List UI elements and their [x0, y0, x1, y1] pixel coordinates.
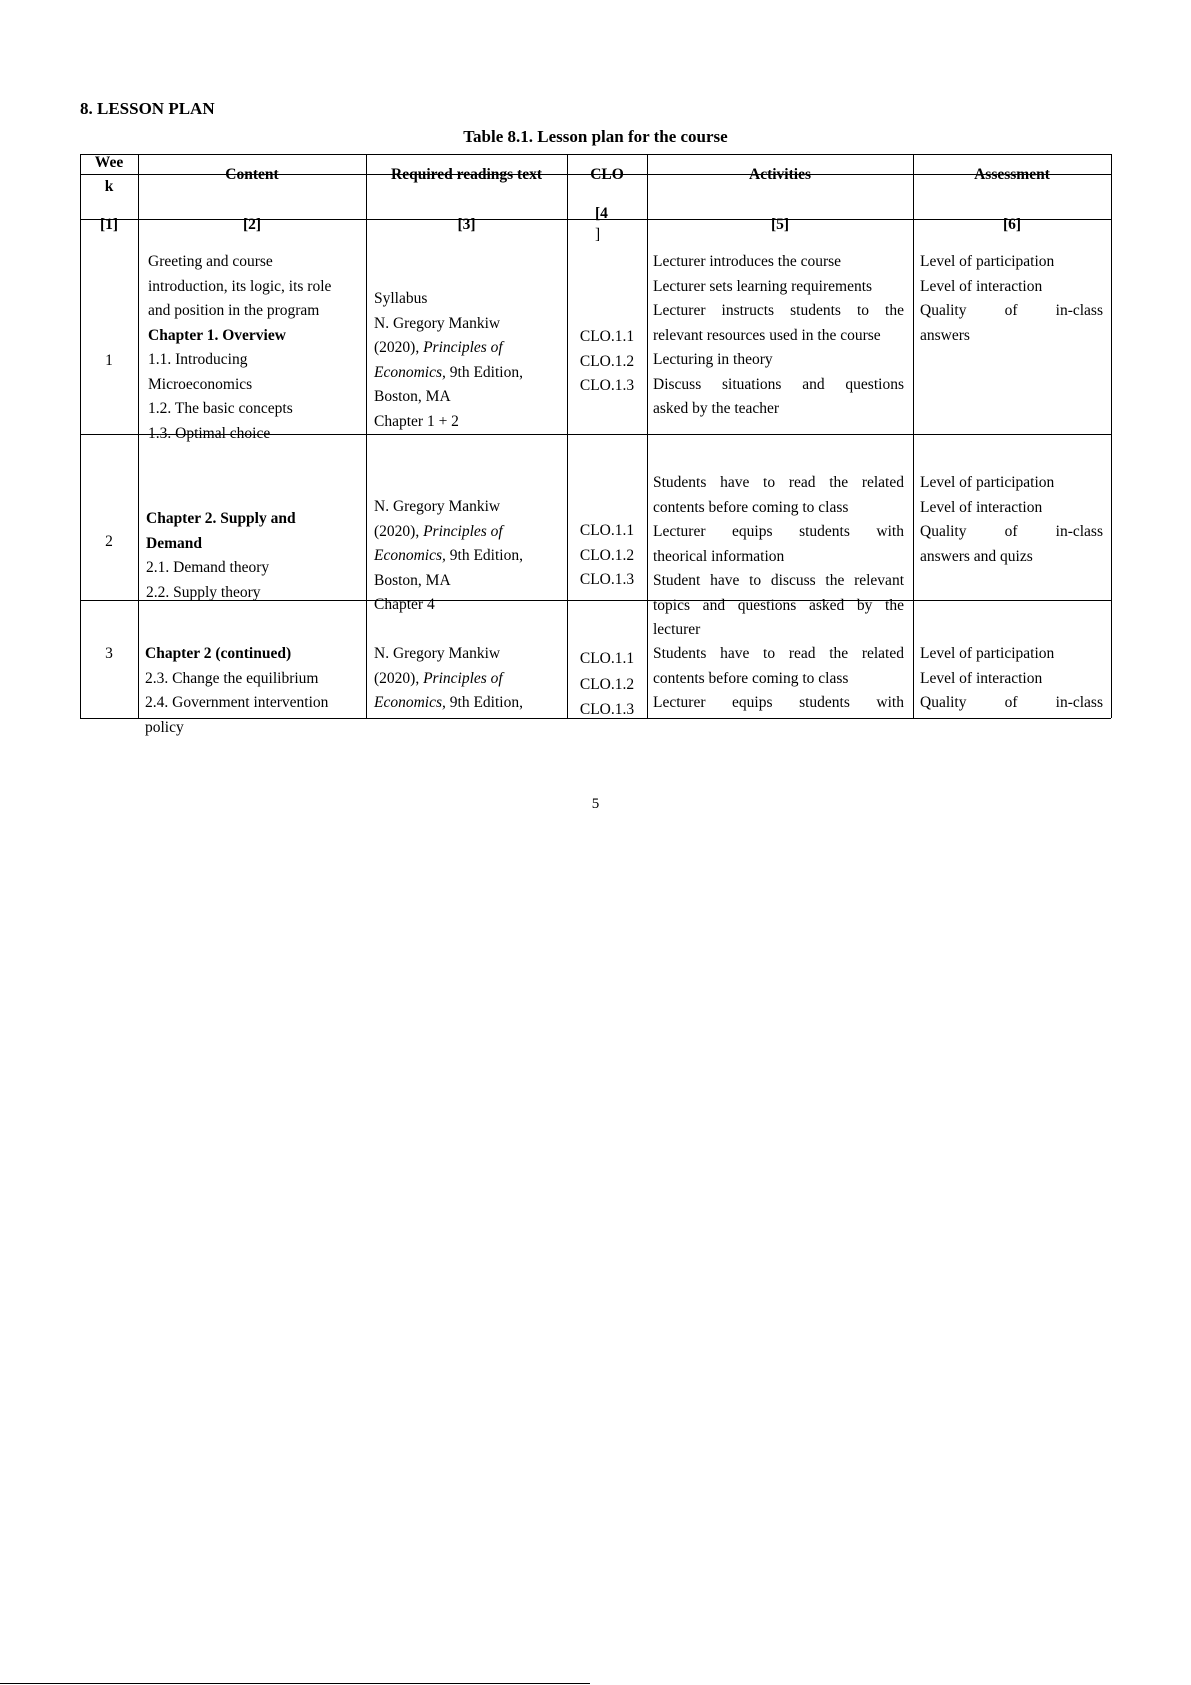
- page-number: 5: [591, 796, 600, 812]
- column-number-5: [5]: [770, 216, 790, 233]
- assessment-cell: Level of participation Level of interaction Quality of in-class answers and quizs: [920, 474, 1103, 565]
- table-border-top: [80, 154, 1111, 155]
- header-readings: Required readings text: [391, 166, 542, 183]
- column-number-4: [4 ]: [595, 205, 608, 243]
- footer-rule: [0, 1683, 590, 1684]
- column-number-6: [6]: [1002, 216, 1022, 233]
- header-clo: CLO: [590, 166, 624, 183]
- week-cell: 3: [105, 645, 113, 662]
- header-assessment: Assessment: [974, 166, 1050, 183]
- header-activities: Activities: [749, 166, 811, 183]
- clo-cell: CLO.1.1 CLO.1.2 CLO.1.3: [579, 328, 635, 394]
- column-number-1: [1]: [99, 216, 119, 233]
- header-week: Wee k: [94, 154, 124, 195]
- activities-cell: Lecturer introduces the course Lecturer sets learning requirements Lecturer instructs students to the relevant resources used in the course Lecturing in theory Discuss situations and questions asked by the teacher: [653, 253, 904, 417]
- column-number-3: [3]: [457, 216, 476, 233]
- column-divider-2: [366, 154, 367, 718]
- column-divider-4: [647, 154, 648, 718]
- readings-cell: Syllabus N. Gregory Mankiw (2020), Principles of Economics, 9th Edition, Boston, MA Chapter 1 + 2: [374, 290, 523, 430]
- content-cell: Chapter 2 (continued) 2.3. Change the equilibrium 2.4. Government intervention policy: [145, 645, 329, 736]
- week-cell: 2: [105, 533, 113, 550]
- assessment-cell: Level of participation Level of interaction Quality of in-class: [920, 645, 1103, 711]
- readings-cell: N. Gregory Mankiw (2020), Principles of Economics, 9th Edition, Boston, MA Chapter 4: [374, 498, 523, 613]
- clo-cell: CLO.1.1 CLO.1.2 CLO.1.3: [579, 522, 635, 588]
- table-border-left: [80, 154, 81, 718]
- assessment-cell: Level of participation Level of interaction Quality of in-class answers: [920, 253, 1103, 344]
- content-cell: Chapter 2. Supply and Demand 2.1. Demand theory 2.2. Supply theory: [146, 510, 296, 601]
- column-divider-1: [138, 154, 139, 718]
- table-border-right: [1111, 154, 1112, 718]
- section-title: 8. LESSON PLAN: [80, 99, 215, 118]
- week-cell: 1: [105, 352, 113, 369]
- clo-cell: CLO.1.1 CLO.1.2 CLO.1.3: [579, 650, 635, 718]
- table-caption: Table 8.1. Lesson plan for the course: [463, 127, 728, 146]
- header-content: Content: [225, 166, 279, 183]
- activities-cell: Students have to read the related contents before coming to class Lecturer equips students with theorical information Student have to discuss the relevant topics and questions asked by the lecturer: [653, 474, 904, 638]
- column-number-2: [2]: [242, 216, 262, 233]
- readings-cell: N. Gregory Mankiw (2020), Principles of Economics, 9th Edition,: [374, 645, 523, 711]
- activities-cell: Students have to read the related contents before coming to class Lecturer equips students with: [653, 645, 904, 711]
- column-divider-5: [913, 154, 914, 718]
- content-cell: Greeting and course introduction, its logic, its role and position in the program Chapter 1. Overview 1.1. Introducing Microeconomics 1.2. The basic concepts 1.3. Optimal choice: [148, 253, 332, 442]
